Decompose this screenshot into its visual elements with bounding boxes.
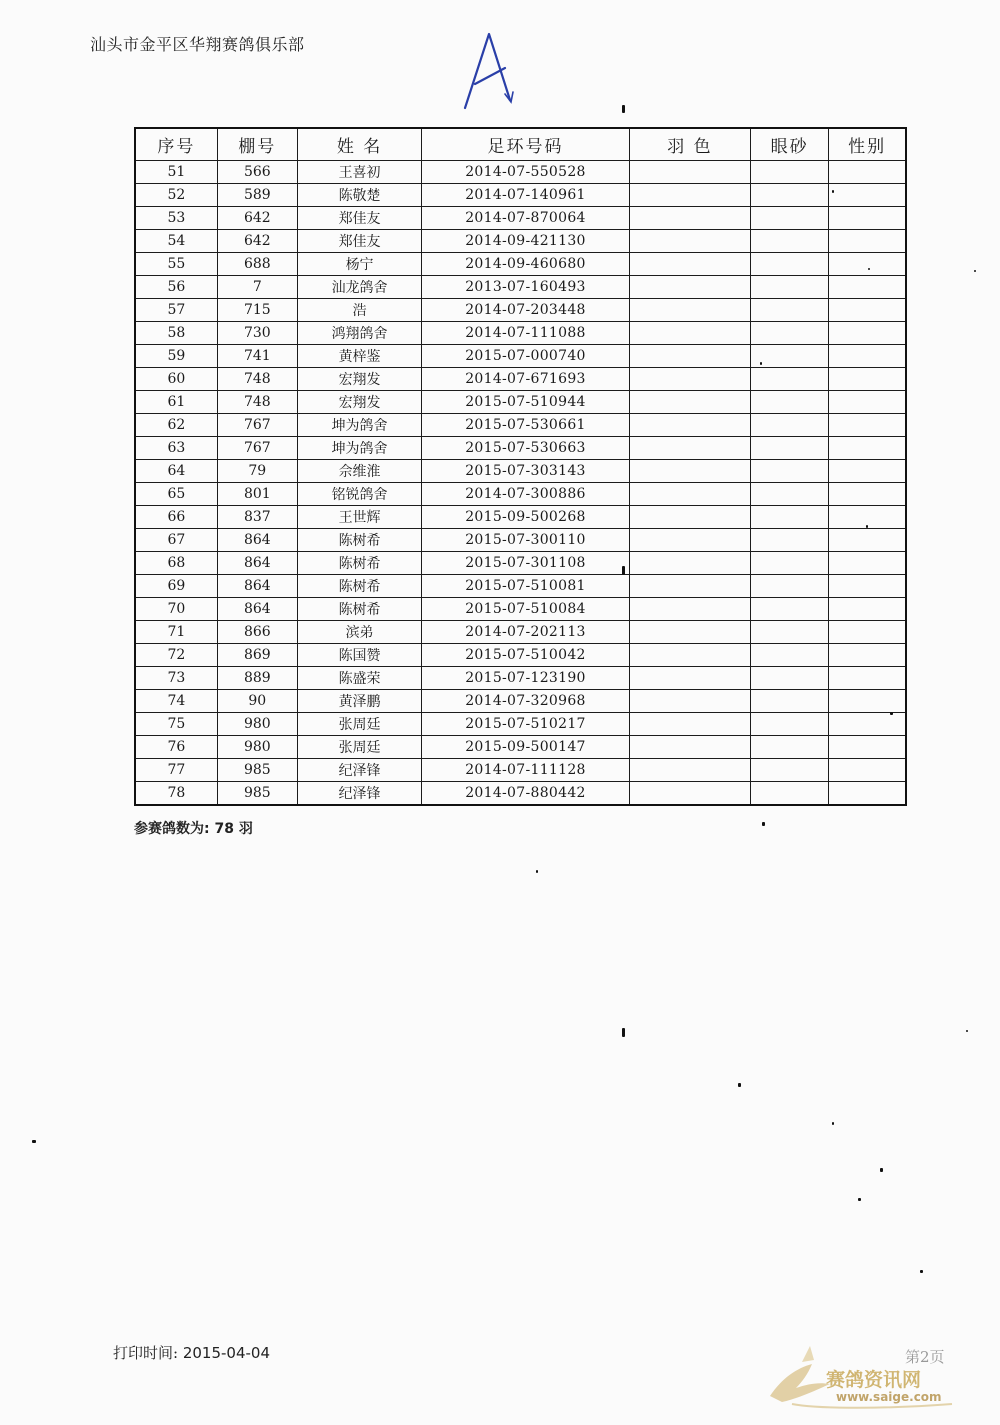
table-row [135,276,906,299]
column-header: 棚号 [217,128,297,161]
row-ring-cell: 2014-07-140961 [422,184,630,207]
row-ring-cell: 2015-07-530663 [422,437,630,460]
row-seq-cell: 57 [135,299,217,322]
row-color-cell [629,506,750,529]
table-row [135,644,906,667]
table-row [135,161,906,184]
row-sex-cell [829,184,906,207]
row-sex-cell [829,437,906,460]
row-shed-cell: 748 [217,368,297,391]
row-sex-cell [829,529,906,552]
row-eye-cell [751,230,829,253]
row-eye-cell [751,782,829,806]
row-shed-cell: 837 [217,506,297,529]
page-number: 第2页 [905,1348,945,1366]
row-sex-cell [829,736,906,759]
row-seq-cell: 66 [135,506,217,529]
row-eye-cell [751,690,829,713]
row-sex-cell [829,161,906,184]
row-shed-cell: 748 [217,391,297,414]
row-eye-cell [751,506,829,529]
row-shed-cell: 79 [217,460,297,483]
column-header: 序号 [135,128,217,161]
row-sex-cell [829,552,906,575]
row-ring-cell: 2014-07-550528 [422,161,630,184]
row-name-cell: 纪泽锋 [297,782,421,806]
row-shed-cell: 869 [217,644,297,667]
row-shed-cell: 864 [217,598,297,621]
scan-speck [622,1028,625,1037]
row-color-cell [629,782,750,806]
row-name-cell: 陈树希 [297,529,421,552]
row-color-cell [629,161,750,184]
row-seq-cell: 61 [135,391,217,414]
row-ring-cell: 2015-07-301108 [422,552,630,575]
row-eye-cell [751,667,829,690]
row-name-cell: 陈树希 [297,552,421,575]
row-name-cell: 汕龙鸽舍 [297,276,421,299]
row-color-cell [629,276,750,299]
table-row [135,368,906,391]
scan-speck [536,870,538,873]
table-body [135,161,906,806]
row-eye-cell [751,322,829,345]
row-shed-cell: 741 [217,345,297,368]
row-sex-cell [829,391,906,414]
row-name-cell: 佘维淮 [297,460,421,483]
row-color-cell [629,230,750,253]
row-sex-cell [829,575,906,598]
print-time [113,1342,270,1363]
row-sex-cell [829,690,906,713]
row-name-cell: 宏翔发 [297,368,421,391]
row-eye-cell [751,207,829,230]
table-row [135,253,906,276]
row-seq-cell: 74 [135,690,217,713]
row-shed-cell: 566 [217,161,297,184]
row-color-cell [629,598,750,621]
print-time-value: 2015-04-04 [182,1344,271,1362]
column-header: 眼砂 [751,128,829,161]
watermark-site-url: www.saige.com [836,1390,942,1404]
row-name-cell: 陈敬楚 [297,184,421,207]
row-ring-cell: 2014-07-111088 [422,322,630,345]
row-eye-cell [751,736,829,759]
row-color-cell [629,414,750,437]
row-name-cell: 黄泽鹏 [297,690,421,713]
row-seq-cell: 71 [135,621,217,644]
row-shed-cell: 801 [217,483,297,506]
row-ring-cell: 2014-07-320968 [422,690,630,713]
row-shed-cell: 864 [217,575,297,598]
row-eye-cell [751,437,829,460]
row-eye-cell [751,529,829,552]
row-name-cell: 王喜初 [297,161,421,184]
row-color-cell [629,759,750,782]
row-sex-cell [829,483,906,506]
row-color-cell [629,184,750,207]
scan-speck [866,525,868,528]
row-ring-cell: 2015-07-530661 [422,414,630,437]
row-name-cell: 张周廷 [297,713,421,736]
scan-speck [832,190,834,193]
row-seq-cell: 67 [135,529,217,552]
row-shed-cell: 589 [217,184,297,207]
row-ring-cell: 2015-07-510081 [422,575,630,598]
row-name-cell: 陈树希 [297,575,421,598]
row-seq-cell: 62 [135,414,217,437]
row-color-cell [629,437,750,460]
row-name-cell: 王世辉 [297,506,421,529]
row-eye-cell [751,552,829,575]
row-eye-cell [751,575,829,598]
row-color-cell [629,483,750,506]
row-eye-cell [751,414,829,437]
row-sex-cell [829,460,906,483]
row-color-cell [629,529,750,552]
row-color-cell [629,667,750,690]
row-shed-cell: 985 [217,782,297,806]
row-shed-cell: 642 [217,207,297,230]
row-name-cell: 郑佳友 [297,207,421,230]
table-row [135,736,906,759]
row-seq-cell: 63 [135,437,217,460]
row-ring-cell: 2014-09-460680 [422,253,630,276]
row-color-cell [629,322,750,345]
row-sex-cell [829,782,906,806]
club-name: 汕头市金平区华翔赛鸽俱乐部 [90,35,305,54]
row-ring-cell: 2014-07-202113 [422,621,630,644]
table-row [135,690,906,713]
row-ring-cell: 2014-07-880442 [422,782,630,806]
table-row [135,529,906,552]
row-eye-cell [751,299,829,322]
row-seq-cell: 69 [135,575,217,598]
row-ring-cell: 2015-07-510217 [422,713,630,736]
row-name-cell: 纪泽锋 [297,759,421,782]
pigeon-roster-table [134,127,907,806]
table-row [135,759,906,782]
table-row [135,575,906,598]
row-shed-cell: 767 [217,414,297,437]
row-name-cell: 坤为鸽舍 [297,437,421,460]
row-sex-cell [829,253,906,276]
row-ring-cell: 2014-07-111128 [422,759,630,782]
row-eye-cell [751,759,829,782]
row-color-cell [629,299,750,322]
row-ring-cell: 2015-09-500147 [422,736,630,759]
scan-speck [858,1198,861,1201]
row-seq-cell: 75 [135,713,217,736]
row-eye-cell [751,345,829,368]
column-header: 足环号码 [422,128,630,161]
row-eye-cell [751,161,829,184]
row-sex-cell [829,598,906,621]
row-seq-cell: 53 [135,207,217,230]
scan-speck [920,1270,923,1273]
table-row [135,598,906,621]
row-sex-cell [829,299,906,322]
table-row [135,483,906,506]
scan-speck [760,362,762,365]
row-sex-cell [829,345,906,368]
row-color-cell [629,552,750,575]
row-ring-cell: 2015-09-500268 [422,506,630,529]
row-seq-cell: 59 [135,345,217,368]
row-name-cell: 坤为鸽舍 [297,414,421,437]
row-seq-cell: 77 [135,759,217,782]
row-sex-cell [829,644,906,667]
row-eye-cell [751,460,829,483]
row-name-cell: 鸿翔鸽舍 [297,322,421,345]
row-name-cell: 张周廷 [297,736,421,759]
row-seq-cell: 52 [135,184,217,207]
row-color-cell [629,621,750,644]
scan-speck [868,268,870,270]
row-name-cell: 铭锐鸽舍 [297,483,421,506]
table-row [135,552,906,575]
table-row [135,506,906,529]
row-ring-cell: 2015-07-510084 [422,598,630,621]
column-header: 性别 [829,128,906,161]
print-time-label: 打印时间: [113,1344,179,1362]
row-color-cell [629,391,750,414]
row-name-cell: 陈国赞 [297,644,421,667]
row-seq-cell: 54 [135,230,217,253]
scan-speck [32,1140,36,1143]
scan-speck [974,270,976,272]
scan-speck [832,1122,834,1125]
row-eye-cell [751,253,829,276]
row-name-cell: 滨弟 [297,621,421,644]
row-shed-cell: 889 [217,667,297,690]
row-seq-cell: 51 [135,161,217,184]
row-name-cell: 陈树希 [297,598,421,621]
row-color-cell [629,253,750,276]
row-color-cell [629,736,750,759]
row-eye-cell [751,713,829,736]
row-name-cell: 郑佳友 [297,230,421,253]
scan-speck [622,105,625,113]
table-row [135,414,906,437]
row-seq-cell: 56 [135,276,217,299]
row-shed-cell: 7 [217,276,297,299]
row-color-cell [629,713,750,736]
row-name-cell: 陈盛荣 [297,667,421,690]
row-eye-cell [751,391,829,414]
row-ring-cell: 2015-07-303143 [422,460,630,483]
row-seq-cell: 76 [135,736,217,759]
table-header-row [135,128,906,161]
row-sex-cell [829,322,906,345]
row-eye-cell [751,276,829,299]
table-row [135,184,906,207]
column-header: 姓 名 [297,128,421,161]
row-seq-cell: 58 [135,322,217,345]
table-row [135,782,906,806]
table-row [135,207,906,230]
row-shed-cell: 730 [217,322,297,345]
row-seq-cell: 64 [135,460,217,483]
row-seq-cell: 55 [135,253,217,276]
table-row [135,230,906,253]
row-ring-cell: 2015-07-123190 [422,667,630,690]
row-name-cell: 黄梓鉴 [297,345,421,368]
row-ring-cell: 2015-07-000740 [422,345,630,368]
total-pigeon-count: 参赛鸽数为: 78 羽 [134,821,253,837]
table-row [135,345,906,368]
row-seq-cell: 65 [135,483,217,506]
row-sex-cell [829,713,906,736]
row-seq-cell: 72 [135,644,217,667]
table-row [135,299,906,322]
scan-speck [762,822,765,826]
table-row [135,621,906,644]
row-shed-cell: 767 [217,437,297,460]
row-shed-cell: 864 [217,552,297,575]
row-shed-cell: 642 [217,230,297,253]
table-row [135,460,906,483]
scan-speck [890,712,893,715]
table-row [135,667,906,690]
column-header: 羽 色 [629,128,750,161]
row-ring-cell: 2014-07-203448 [422,299,630,322]
handwritten-a-mark [455,28,525,118]
row-sex-cell [829,667,906,690]
row-sex-cell [829,230,906,253]
table-row [135,437,906,460]
row-shed-cell: 980 [217,713,297,736]
row-ring-cell: 2014-07-300886 [422,483,630,506]
row-eye-cell [751,483,829,506]
row-color-cell [629,575,750,598]
row-seq-cell: 70 [135,598,217,621]
row-color-cell [629,207,750,230]
row-name-cell: 浩 [297,299,421,322]
row-color-cell [629,345,750,368]
row-seq-cell: 78 [135,782,217,806]
row-shed-cell: 985 [217,759,297,782]
row-ring-cell: 2014-07-870064 [422,207,630,230]
row-color-cell [629,644,750,667]
row-color-cell [629,690,750,713]
row-sex-cell [829,276,906,299]
row-eye-cell [751,184,829,207]
table-row [135,713,906,736]
row-sex-cell [829,368,906,391]
row-color-cell [629,460,750,483]
row-name-cell: 宏翔发 [297,391,421,414]
row-ring-cell: 2015-07-510944 [422,391,630,414]
scan-speck [622,566,625,575]
row-seq-cell: 60 [135,368,217,391]
row-eye-cell [751,368,829,391]
row-shed-cell: 688 [217,253,297,276]
row-shed-cell: 90 [217,690,297,713]
row-shed-cell: 864 [217,529,297,552]
row-seq-cell: 73 [135,667,217,690]
row-name-cell: 杨宁 [297,253,421,276]
row-sex-cell [829,207,906,230]
scan-speck [738,1083,741,1087]
row-eye-cell [751,644,829,667]
row-eye-cell [751,621,829,644]
row-sex-cell [829,759,906,782]
row-ring-cell: 2014-09-421130 [422,230,630,253]
row-sex-cell [829,621,906,644]
row-seq-cell: 68 [135,552,217,575]
table-row [135,322,906,345]
row-ring-cell: 2015-07-510042 [422,644,630,667]
row-shed-cell: 715 [217,299,297,322]
row-shed-cell: 980 [217,736,297,759]
scan-speck [880,1168,883,1172]
watermark-site-name: 赛鸽资讯网 [826,1369,922,1391]
row-ring-cell: 2014-07-671693 [422,368,630,391]
scan-speck [966,1030,968,1032]
row-shed-cell: 866 [217,621,297,644]
table-row [135,391,906,414]
row-ring-cell: 2013-07-160493 [422,276,630,299]
row-color-cell [629,368,750,391]
row-ring-cell: 2015-07-300110 [422,529,630,552]
row-eye-cell [751,598,829,621]
row-sex-cell [829,414,906,437]
